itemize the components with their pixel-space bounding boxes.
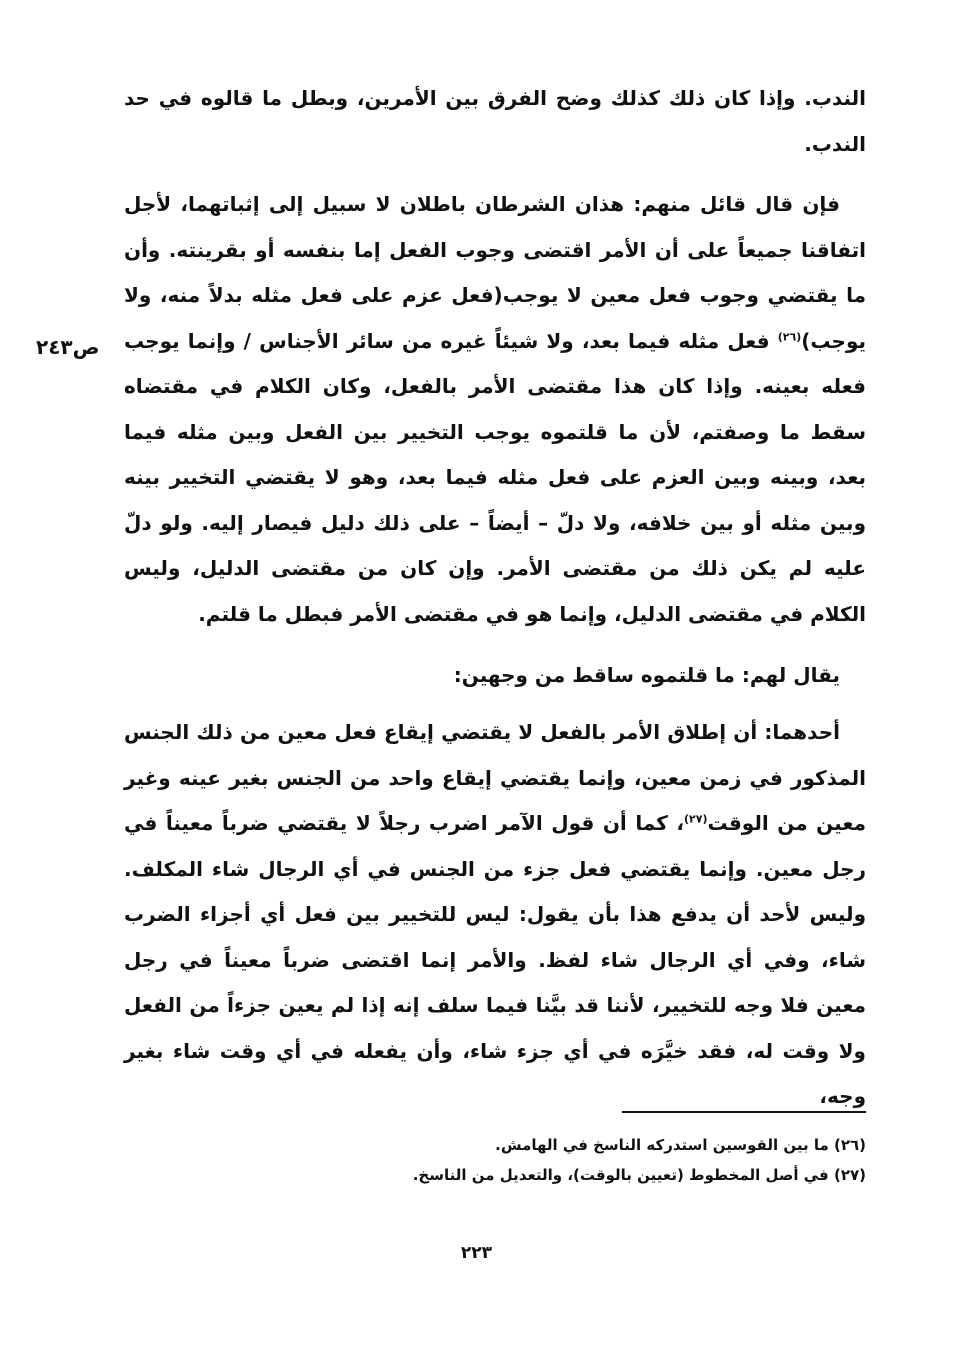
paragraph-segment: فعل مثله فيما بعد، ولا شيئاً غيره من سائر الأجناس / وإنما يوجب فعله بعينه. وإذا كان هذا مقتضى الأمر بالفعل، وكان الكلام في مقتضاه سقط ما وصفتم، لأن ما قلتموه يوجب التخيير بين الفعل وبين مثله فيما بعد، وبينه وبين العزم على فعل مثله فيما بعد، وهو لا يقتضي التخيير بينه وبين مثله أو بين خلافه، ولا دلّ – أيضاً – على ذلك دليل فيصار إليه. ولو دلّ عليه لم يكن ذلك من مقتضى الأمر. وإن كان من مقتضى الدليل، وليس الكلام في مقتضى الدليل، وإنما هو في مقتضى الأمر فبطل ما قلتم. bbox=[124, 328, 866, 626]
paragraph-text bbox=[124, 182, 866, 637]
footnote-26: (٢٦) ما بين القوسين استدركه الناسخ في الهامش. bbox=[495, 1136, 866, 1154]
page-number: ٢٢٣ bbox=[460, 1243, 493, 1263]
paragraph-segment: أحدهما: أن إطلاق الأمر بالفعل لا يقتضي إيقاع فعل معين من ذلك الجنس المذكور في زمن معين، وإنما يقتضي إيقاع واحد من الجنس بغير عينه وغير معين من الوقت bbox=[124, 720, 866, 835]
footnote-separator bbox=[622, 1111, 866, 1113]
paragraph-text: يقال لهم: ما قلتموه ساقط من وجهين: bbox=[453, 663, 840, 687]
margin-page-reference: ص٢٤٣ bbox=[36, 335, 100, 359]
paragraph-4 bbox=[124, 710, 866, 1120]
paragraph-text bbox=[124, 710, 866, 1120]
paragraph-3 bbox=[124, 653, 866, 699]
footnote-27: (٢٧) في أصل المخطوط (تعيين بالوقت)، والتعديل من الناسخ. bbox=[412, 1166, 866, 1184]
paragraph-segment: ، كما أن قول الآمر اضرب رجلاً لا يقتضي ضرباً معيناً في رجل معين. وإنما يقتضي فعل جزء من الجنس في أي الرجال شاء المكلف. وليس لأحد أن يدفع هذا بأن يقول: ليس للتخيير بين فعل أي أجزاء الضرب شاء، وفي أي الرجال شاء لفظ. والأمر إنما اقتضى ضرباً معيناً في رجل معين فلا وجه للتخيير، لأننا قد بيَّنا فيما سلف إنه إذا لم يعين جزءاً من الفعل ولا وقت له، فقد خيَّرَه في أي جزء شاء، وأن يفعله في أي وقت شاء بغير وجه، bbox=[124, 811, 866, 1108]
footnotes bbox=[400, 1130, 866, 1190]
paragraph-text: الندب. وإذا كان ذلك كذلك وضح الفرق بين الأمرين، وبطل ما قالوه في حد الندب. bbox=[124, 86, 866, 156]
paragraph-segment: فإن قال قائل منهم: هذان الشرطان باطلان لا سبيل إلى إثباتهما، لأجل اتفاقنا جميعاً على أن الأمر اقتضى وجوب الفعل إما بنفسه أو بقرينته. وأن ما يقتضي وجوب فعل معين لا يوجب(فعل عزم على فعل مثله بدلاً منه، ولا يوجب) bbox=[124, 192, 866, 353]
footnote-marker: (٢٦) bbox=[777, 329, 802, 343]
footnote-marker: (٢٧) bbox=[684, 812, 708, 826]
paragraph-2 bbox=[124, 182, 866, 637]
paragraph-1 bbox=[124, 76, 866, 167]
